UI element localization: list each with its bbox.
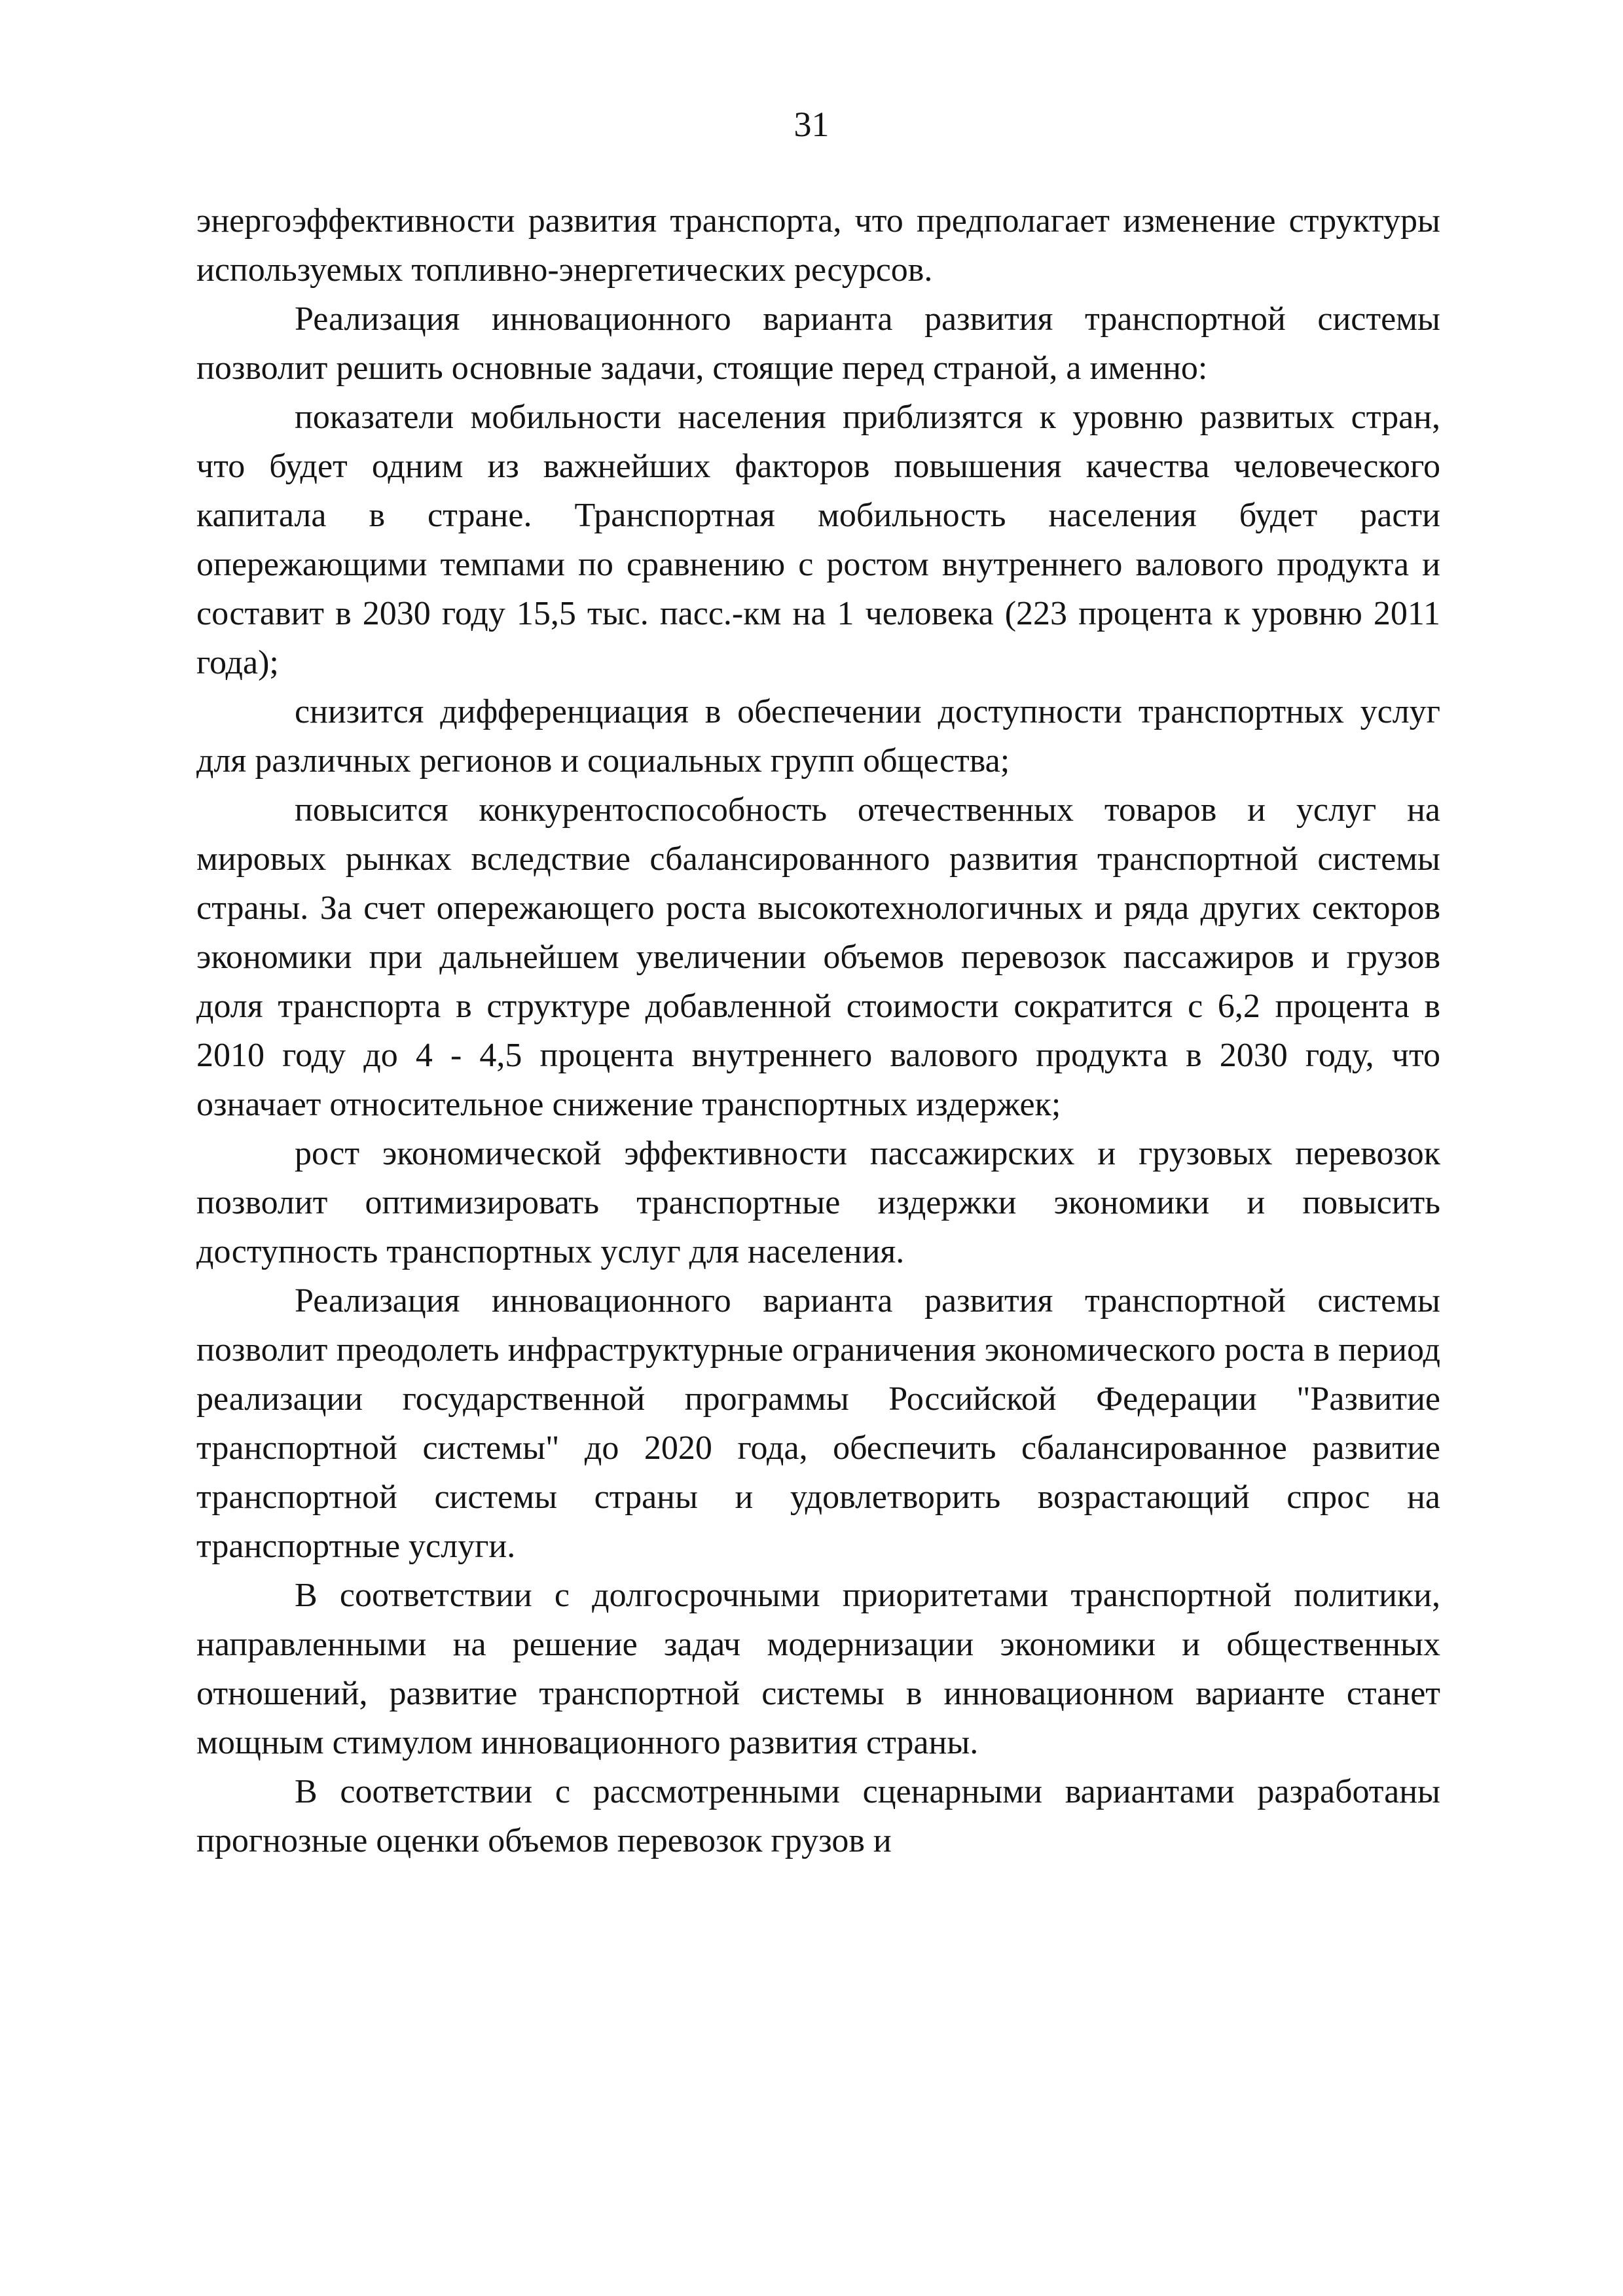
paragraph-continuation: энергоэффективности развития транспорта, что предполагает изменение структуры используемых топливно-энергетических ресурсов. — [196, 202, 1440, 289]
body-text — [196, 196, 1440, 1865]
paragraph-infrastructure: Реализация инновационного варианта развития транспортной системы позволит преодолеть инфраструктурные ограничения экономического роста в период реализации государственной программы Российской Федерации "Развитие транспортной системы" до 2020 года, обеспечить сбалансированное развитие транспортной системы страны и удовлетворить возрастающий спрос на транспортные услуги. — [196, 1282, 1440, 1565]
paragraph-priorities: В соответствии с долгосрочными приоритетами транспортной политики, направленными на решение задач модернизации экономики и общественных отношений, развитие транспортной системы в инновационном варианте станет мощным стимулом инновационного развития страны. — [196, 1577, 1440, 1761]
paragraph-innovation-tasks: Реализация инновационного варианта развития транспортной системы позволит решить основные задачи, стоящие перед страной, а именно: — [196, 300, 1440, 387]
list-item-mobility: показатели мобильности населения приблизятся к уровню развитых стран, что будет одним из важнейших факторов повышения качества человеческого капитала в стране. Транспортная мобильность населения будет расти опережающими темпами по сравнению с ростом внутреннего валового продукта и составит в 2030 году 15,5 тыс. пасс.-км на 1 человека (223 процента к уровню 2011 года); — [196, 399, 1440, 681]
list-item-competitiveness: повысится конкурентоспособность отечественных товаров и услуг на мировых рынках вследствие сбалансированного развития транспортной системы страны. За счет опережающего роста высокотехнологичных и ряда других секторов экономики при дальнейшем увеличении объемов перевозок пассажиров и грузов доля транспорта в структуре добавленной стоимости сократится с 6,2 процента в 2010 году до 4 - 4,5 процента внутреннего валового продукта в 2030 году, что означает относительное снижение транспортных издержек; — [196, 791, 1440, 1123]
paragraph-forecast: В соответствии с рассмотренными сценарными вариантами разработаны прогнозные оценки объемов перевозок грузов и — [196, 1773, 1440, 1859]
page-number: 31 — [793, 105, 830, 144]
list-item-differentiation: снизится дифференциация в обеспечении доступности транспортных услуг для различных регионов и социальных групп общества; — [196, 693, 1440, 780]
list-item-efficiency: рост экономической эффективности пассажирских и грузовых перевозок позволит оптимизировать транспортные издержки экономики и повысить доступность транспортных услуг для населения. — [196, 1135, 1440, 1270]
